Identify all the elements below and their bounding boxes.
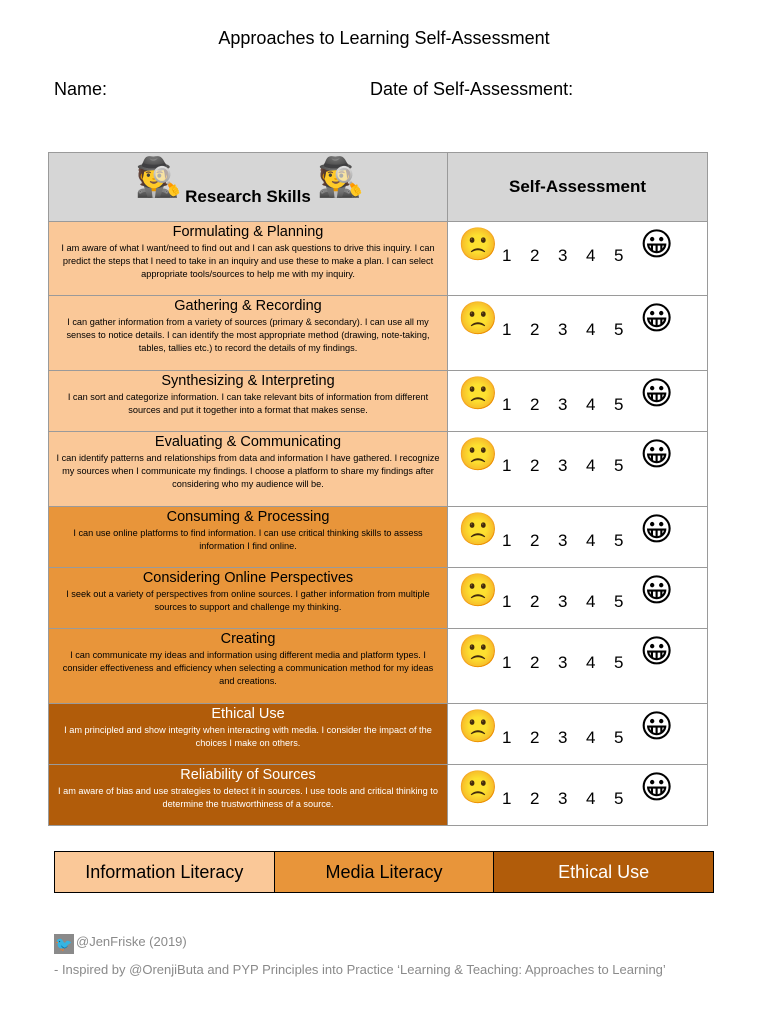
rating-cell bbox=[448, 371, 708, 432]
skill-description: I can identify patterns and relationships from data and information I have gathered. I recognize my sources when I communicate my findings. I choose a platform to share my findings after considering who my audience will be. bbox=[56, 453, 440, 489]
rating-option-5[interactable]: 5 bbox=[614, 531, 624, 550]
table-row bbox=[49, 704, 708, 765]
table-header-row bbox=[49, 153, 708, 222]
skill-cell bbox=[49, 704, 448, 765]
rating-option-3[interactable]: 3 bbox=[558, 395, 568, 414]
rating-option-4[interactable]: 4 bbox=[586, 246, 596, 265]
skill-description: I am aware of what I want/need to find out and I can ask questions to drive this inquiry. I can predict the steps that I need to take in an inquiry and use these to make a plan. I can select appropriate tools/sources to help me with my inquiry. bbox=[61, 243, 435, 279]
skill-description: I can sort and categorize information. I can take relevant bits of information from different sources and put it together into a format that makes sense. bbox=[67, 392, 429, 415]
footer-credit-text: @JenFriske (2019) bbox=[76, 934, 187, 949]
rating-option-1[interactable]: 1 bbox=[502, 653, 512, 672]
skill-description: I can communicate my ideas and information using different media and platform types. I consider effectiveness and efficiency when selecting a communication method for my ideas and creations. bbox=[62, 650, 434, 686]
skill-title: Considering Online Perspectives bbox=[142, 570, 354, 586]
self-assessment-header: Self-Assessment bbox=[448, 153, 708, 222]
rating-option-3[interactable]: 3 bbox=[558, 246, 568, 265]
rating-cell bbox=[448, 704, 708, 765]
skill-description: I am principled and show integrity when interacting with media. I consider the impact of the choices I make on others. bbox=[64, 725, 432, 748]
rating-option-2[interactable]: 2 bbox=[530, 592, 540, 611]
rating-option-2[interactable]: 2 bbox=[530, 531, 540, 550]
happy-face-icon: 😀 bbox=[640, 769, 674, 805]
skill-title: Formulating & Planning bbox=[172, 224, 324, 240]
rating-option-3[interactable]: 3 bbox=[558, 592, 568, 611]
table-row bbox=[49, 222, 708, 296]
legend-ethical-use: Ethical Use bbox=[494, 852, 714, 893]
rating-option-1[interactable]: 1 bbox=[502, 592, 512, 611]
happy-face-icon: 😀 bbox=[640, 572, 674, 608]
rating-option-5[interactable]: 5 bbox=[614, 456, 624, 475]
rating-cell bbox=[448, 507, 708, 568]
table-row bbox=[49, 296, 708, 371]
table-row bbox=[49, 629, 708, 704]
skill-cell bbox=[49, 765, 448, 826]
rating-option-1[interactable]: 1 bbox=[502, 789, 512, 808]
rating-option-4[interactable]: 4 bbox=[586, 789, 596, 808]
skill-cell bbox=[49, 507, 448, 568]
rating-cell bbox=[448, 296, 708, 371]
legend bbox=[54, 851, 714, 893]
rating-option-2[interactable]: 2 bbox=[530, 246, 540, 265]
rating-cell bbox=[448, 222, 708, 296]
rating-option-2[interactable]: 2 bbox=[530, 728, 540, 747]
skill-cell bbox=[49, 296, 448, 371]
sad-face-icon: 🙁 bbox=[458, 300, 498, 336]
table-row bbox=[49, 765, 708, 826]
rating-option-4[interactable]: 4 bbox=[586, 320, 596, 339]
happy-face-icon: 😀 bbox=[640, 226, 674, 262]
rating-option-4[interactable]: 4 bbox=[586, 395, 596, 414]
rating-option-4[interactable]: 4 bbox=[586, 653, 596, 672]
footer-inspired: - Inspired by @OrenjiButa and PYP Principles into Practice ‘Learning & Teaching: Approaches to Learning’ bbox=[54, 962, 666, 977]
rating-option-1[interactable]: 1 bbox=[502, 320, 512, 339]
skill-title: Consuming & Processing bbox=[166, 509, 330, 525]
legend-information-literacy: Information Literacy bbox=[55, 852, 275, 893]
rating-option-4[interactable]: 4 bbox=[586, 456, 596, 475]
skill-cell bbox=[49, 432, 448, 507]
skill-title: Synthesizing & Interpreting bbox=[161, 373, 335, 389]
table-row bbox=[49, 371, 708, 432]
rating-option-5[interactable]: 5 bbox=[614, 395, 624, 414]
rating-option-1[interactable]: 1 bbox=[502, 728, 512, 747]
rating-option-2[interactable]: 2 bbox=[530, 395, 540, 414]
rating-option-3[interactable]: 3 bbox=[558, 320, 568, 339]
rating-cell bbox=[448, 568, 708, 629]
sad-face-icon: 🙁 bbox=[458, 436, 498, 472]
skill-title: Gathering & Recording bbox=[174, 298, 322, 314]
skill-cell bbox=[49, 222, 448, 296]
sad-face-icon: 🙁 bbox=[458, 708, 498, 744]
rating-option-1[interactable]: 1 bbox=[502, 456, 512, 475]
research-skills-header bbox=[49, 153, 448, 222]
rating-option-5[interactable]: 5 bbox=[614, 789, 624, 808]
rating-cell bbox=[448, 629, 708, 704]
rating-option-4[interactable]: 4 bbox=[586, 531, 596, 550]
name-label: Name: bbox=[54, 79, 108, 99]
sad-face-icon: 🙁 bbox=[458, 511, 498, 547]
skill-title: Creating bbox=[220, 631, 276, 647]
happy-face-icon: 😀 bbox=[640, 511, 674, 547]
rating-option-5[interactable]: 5 bbox=[614, 728, 624, 747]
rating-cell bbox=[448, 432, 708, 507]
skill-title: Reliability of Sources bbox=[180, 767, 316, 783]
rating-option-5[interactable]: 5 bbox=[614, 246, 624, 265]
rating-option-3[interactable]: 3 bbox=[558, 789, 568, 808]
skill-cell bbox=[49, 371, 448, 432]
happy-face-icon: 😀 bbox=[640, 300, 674, 336]
rating-option-5[interactable]: 5 bbox=[614, 592, 624, 611]
research-skills-title: Research Skills bbox=[185, 187, 311, 206]
happy-face-icon: 😀 bbox=[640, 708, 674, 744]
rating-option-4[interactable]: 4 bbox=[586, 728, 596, 747]
detective-icon: 🕵️ bbox=[317, 157, 365, 199]
rating-option-2[interactable]: 2 bbox=[530, 789, 540, 808]
happy-face-icon: 😀 bbox=[640, 375, 674, 411]
rating-option-2[interactable]: 2 bbox=[530, 320, 540, 339]
rating-option-3[interactable]: 3 bbox=[558, 728, 568, 747]
sad-face-icon: 🙁 bbox=[458, 769, 498, 805]
rating-option-2[interactable]: 2 bbox=[530, 653, 540, 672]
self-assessment-table bbox=[48, 152, 708, 826]
twitter-icon: 🐦 bbox=[55, 936, 73, 952]
sad-face-icon: 🙁 bbox=[458, 572, 498, 608]
skill-description: I seek out a variety of perspectives from online sources. I gather information from multiple sources to support and challenge my thinking. bbox=[66, 589, 430, 612]
table-row bbox=[49, 568, 708, 629]
skill-cell bbox=[49, 568, 448, 629]
sad-face-icon: 🙁 bbox=[458, 226, 498, 262]
skill-title: Ethical Use bbox=[211, 706, 285, 722]
rating-option-5[interactable]: 5 bbox=[614, 320, 624, 339]
skill-cell bbox=[49, 629, 448, 704]
date-label: Date of Self-Assessment: bbox=[370, 79, 574, 99]
table-row bbox=[49, 507, 708, 568]
skill-description: I am aware of bias and use strategies to detect it in sources. I use tools and critical thinking to determine the trustworthiness of a source. bbox=[58, 786, 438, 809]
rating-option-3[interactable]: 3 bbox=[558, 456, 568, 475]
rating-option-4[interactable]: 4 bbox=[586, 592, 596, 611]
rating-option-5[interactable]: 5 bbox=[614, 653, 624, 672]
happy-face-icon: 😀 bbox=[640, 633, 674, 669]
page-title: Approaches to Learning Self-Assessment bbox=[218, 28, 550, 48]
happy-face-icon: 😀 bbox=[640, 436, 674, 472]
rating-option-3[interactable]: 3 bbox=[558, 531, 568, 550]
rating-option-1[interactable]: 1 bbox=[502, 246, 512, 265]
footer-credit bbox=[54, 934, 187, 954]
rating-option-2[interactable]: 2 bbox=[530, 456, 540, 475]
skill-title: Evaluating & Communicating bbox=[154, 434, 342, 450]
rating-cell bbox=[448, 765, 708, 826]
sad-face-icon: 🙁 bbox=[458, 375, 498, 411]
table-row bbox=[49, 432, 708, 507]
skill-description: I can use online platforms to find information. I can use critical thinking skills to assess information I find online. bbox=[73, 528, 423, 551]
detective-icon: 🕵️ bbox=[135, 157, 183, 199]
rating-option-3[interactable]: 3 bbox=[558, 653, 568, 672]
legend-media-literacy: Media Literacy bbox=[274, 852, 494, 893]
rating-option-1[interactable]: 1 bbox=[502, 395, 512, 414]
sad-face-icon: 🙁 bbox=[458, 633, 498, 669]
skill-description: I can gather information from a variety of sources (primary & secondary). I can use all my senses to notice details. I can identify the most appropriate method (drawing, note-taking, tables, tallies etc.) to record the details of my findings. bbox=[66, 317, 430, 353]
rating-option-1[interactable]: 1 bbox=[502, 531, 512, 550]
